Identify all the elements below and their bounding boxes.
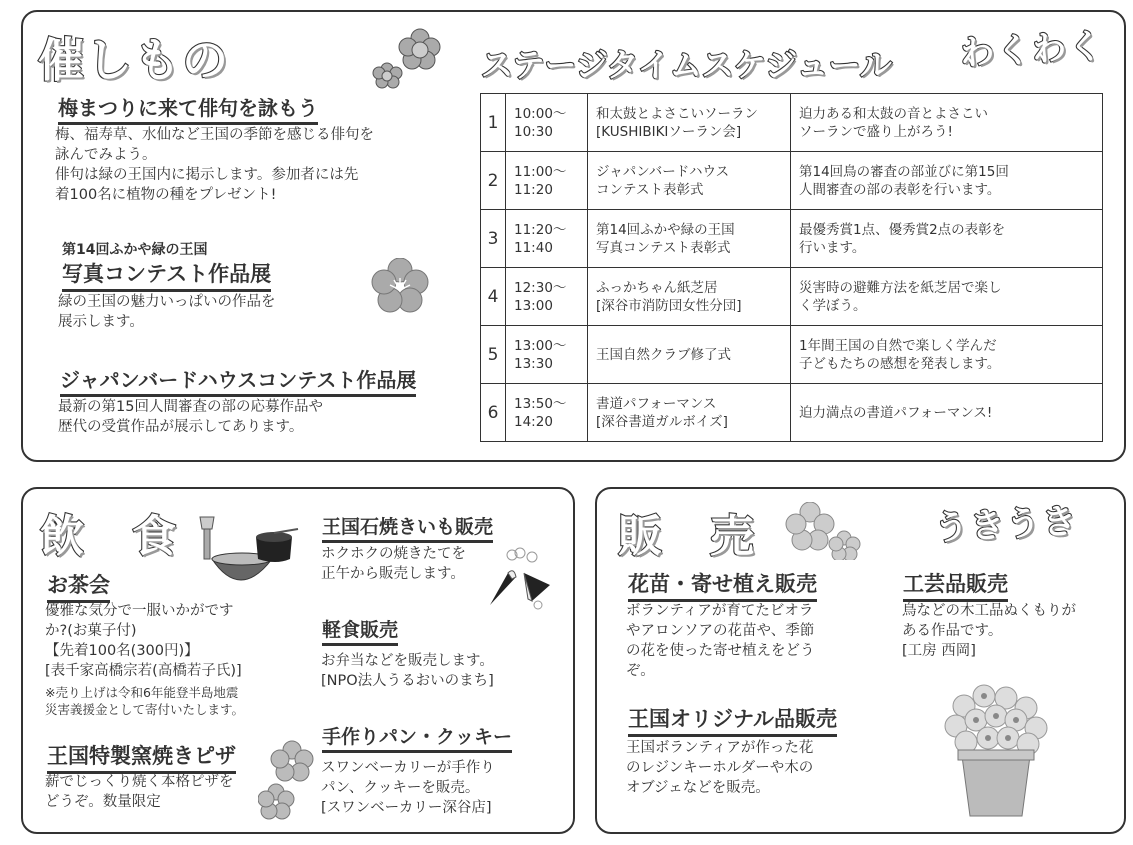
time-end: 14:20: [514, 413, 553, 430]
desc-cell: [791, 152, 1103, 210]
text-line: 最新の第15回人間審査の部の応募作品や: [58, 399, 323, 415]
text-line: のレジンキーホルダーや木の: [626, 760, 814, 776]
flowers-body: [626, 601, 866, 681]
desc-cell: [791, 94, 1103, 152]
text-line: か?(お菓子付): [45, 623, 137, 639]
row-number: 4: [481, 268, 506, 326]
time-cell: [506, 152, 588, 210]
table-row: [481, 94, 1103, 152]
craft-body: [902, 601, 1122, 661]
event-line: 写真コンテスト表彰式: [596, 239, 731, 256]
pizza-title: 王国特製窯焼きピザ: [47, 740, 236, 774]
stage-title: ステージタイムスケジュール: [481, 46, 892, 84]
time-start: 11:00〜: [514, 163, 567, 180]
row-number: 6: [481, 384, 506, 442]
text-line: 詠んでみよう。: [55, 147, 157, 163]
text-line: 歴代の受賞作品が展示してあります。: [58, 419, 304, 435]
text-line: ボランティアが育てたビオラ: [626, 603, 814, 619]
birdhouse-title: ジャパンバードハウスコンテスト作品展: [60, 364, 416, 397]
event-line: [深谷市消防団女性分団]: [596, 297, 742, 314]
time-end: 11:20: [514, 181, 553, 198]
time-end: 10:30: [514, 123, 553, 140]
text-line: ※売り上げは令和6年能登半島地震: [45, 685, 239, 700]
text-line: 着100名に植物の種をプレゼント!: [55, 187, 277, 203]
plum-flower-icon: [784, 502, 864, 560]
food-title: 飲 食: [40, 511, 178, 562]
table-row: [481, 268, 1103, 326]
desc-cell: [791, 268, 1103, 326]
text-line: 梅、福寿草、水仙など王国の季節を感じる俳句を: [55, 127, 374, 143]
event-line: [KUSHIBIKIソーラン会]: [596, 123, 742, 140]
events-title: 催しもの: [38, 33, 230, 87]
desc-line: 第14回鳥の審査の部並びに第15回: [799, 163, 1009, 180]
desc-line: 迫力ある和太鼓の音とよさこい: [799, 105, 988, 122]
table-row: [481, 326, 1103, 384]
photo-kicker: 第14回ふかや緑の王国: [62, 242, 208, 258]
text-line: どうぞ。数量限定: [45, 794, 161, 810]
desc-line: ソーランで盛り上がろう!: [799, 123, 953, 140]
text-line: の花を使った寄せ植えをどう: [626, 643, 815, 659]
text-line: ぞ。: [626, 663, 655, 679]
light-meal-title: 軽食販売: [322, 615, 398, 646]
event-cell: [588, 268, 791, 326]
event-cell: [588, 94, 791, 152]
tea-title: お茶会: [47, 569, 110, 603]
original-body: [626, 738, 866, 798]
text-line: [表千家高橋宗若(高橋若子氏)]: [45, 663, 242, 679]
time-end: 13:30: [514, 355, 553, 372]
tea-bowl-icon: [196, 515, 300, 597]
event-line: 書道パフォーマンス: [596, 395, 717, 412]
desc-line: 1年間王国の自然で楽しく学んだ: [799, 337, 997, 354]
row-number: 5: [481, 326, 506, 384]
photo-title: 写真コンテスト作品展: [62, 258, 271, 292]
text-line: [工房 西岡]: [902, 643, 976, 659]
text-line: スワンベーカリーが手作り: [321, 760, 495, 776]
time-cell: [506, 326, 588, 384]
text-line: 薪でじっくり焼く本格ピザを: [45, 774, 234, 790]
desc-cell: [791, 326, 1103, 384]
row-number: 3: [481, 210, 506, 268]
stage-schedule-table: [480, 93, 1103, 442]
light-meal-body: [321, 651, 561, 691]
imo-title: 王国石焼きいも販売: [322, 512, 493, 543]
time-end: 13:00: [514, 297, 553, 314]
event-cell: [588, 326, 791, 384]
text-line: 王国ボランティアが作った花: [626, 740, 814, 756]
plum-flower-icon: [258, 740, 318, 820]
stage-badge: わくわく: [959, 26, 1106, 74]
text-line: 災害義援金として寄付いたします。: [45, 702, 245, 717]
text-line: 展示します。: [58, 314, 144, 330]
text-line: 【先着100名(300円)】: [45, 643, 199, 659]
tea-body: [45, 601, 305, 681]
haiku-title: 梅まつりに来て俳句を詠もう: [58, 92, 318, 125]
event-line: 和太鼓とよさこいソーラン: [596, 105, 758, 122]
event-cell: [588, 210, 791, 268]
desc-line: 災害時の避難方法を紙芝居で楽し: [799, 279, 1002, 296]
time-start: 13:00〜: [514, 337, 567, 354]
desc-cell: [791, 210, 1103, 268]
time-cell: [506, 384, 588, 442]
haiku-body: [55, 125, 455, 205]
photo-body: [58, 292, 358, 332]
text-line: オブジェなどを販売。: [626, 780, 770, 796]
pizza-body: [45, 772, 275, 812]
event-cell: [588, 152, 791, 210]
event-line: [深谷書道ガルボイズ]: [596, 413, 728, 430]
craft-title: 工芸品販売: [903, 568, 1008, 602]
event-line: 王国自然クラブ修了式: [596, 346, 731, 363]
event-line: ふっかちゃん紙芝居: [596, 279, 718, 296]
desc-line: 子どもたちの感想を発表します。: [799, 355, 1001, 372]
time-start: 13:50〜: [514, 395, 567, 412]
sales-badge: うきうき: [933, 501, 1080, 549]
flower-pot-icon: [940, 684, 1052, 824]
bread-title: 手作りパン・クッキー: [322, 722, 512, 753]
text-line: 俳句は緑の王国内に掲示します。参加者には先: [55, 167, 359, 183]
plum-flower-icon: [370, 258, 430, 314]
row-number: 2: [481, 152, 506, 210]
event-line: 第14回ふかや緑の王国: [596, 221, 735, 238]
desc-cell: [791, 384, 1103, 442]
tea-note: [45, 684, 315, 718]
flowers-title: 花苗・寄せ植え販売: [628, 568, 817, 602]
text-line: 正午から販売します。: [321, 566, 465, 582]
time-cell: [506, 268, 588, 326]
text-line: お弁当などを販売します。: [321, 653, 494, 669]
text-line: 優雅な気分で一服いかがです: [45, 603, 234, 619]
plum-flower-icon: [372, 27, 444, 91]
table-row: [481, 384, 1103, 442]
text-line: [NPO法人うるおいのまち]: [321, 673, 494, 689]
row-number: 1: [481, 94, 506, 152]
desc-line: 最優秀賞1点、優秀賞2点の表彰を: [799, 221, 1006, 238]
time-start: 12:30〜: [514, 279, 567, 296]
desc-line: 行います。: [799, 239, 866, 256]
time-start: 11:20〜: [514, 221, 567, 238]
table-row: [481, 152, 1103, 210]
event-line: コンテスト表彰式: [596, 181, 704, 198]
time-cell: [506, 210, 588, 268]
sweet-potato-icon: [480, 545, 560, 615]
text-line: ホクホクの焼きたてを: [321, 546, 466, 562]
time-start: 10:00〜: [514, 105, 567, 122]
original-title: 王国オリジナル品販売: [628, 703, 837, 737]
text-line: パン、クッキーを販売。: [321, 780, 480, 796]
text-line: 緑の王国の魅力いっぱいの作品を: [58, 294, 276, 310]
desc-line: く学ぼう。: [799, 297, 867, 314]
birdhouse-body: [58, 397, 398, 437]
sales-title: 販 売: [618, 511, 756, 562]
text-line: 鳥などの木工品ぬくもりが: [902, 603, 1076, 619]
event-line: ジャパンバードハウス: [596, 163, 730, 180]
text-line: ある作品です。: [902, 623, 1003, 639]
bread-body: [321, 758, 561, 818]
desc-line: 迫力満点の書道パフォーマンス!: [799, 404, 993, 421]
text-line: やアロンソアの花苗や、季節: [626, 623, 815, 639]
table-row: [481, 210, 1103, 268]
text-line: [スワンベーカリー深谷店]: [321, 800, 492, 816]
time-end: 11:40: [514, 239, 553, 256]
event-cell: [588, 384, 791, 442]
time-cell: [506, 94, 588, 152]
desc-line: 人間審査の部の表彰を行います。: [799, 181, 1001, 198]
